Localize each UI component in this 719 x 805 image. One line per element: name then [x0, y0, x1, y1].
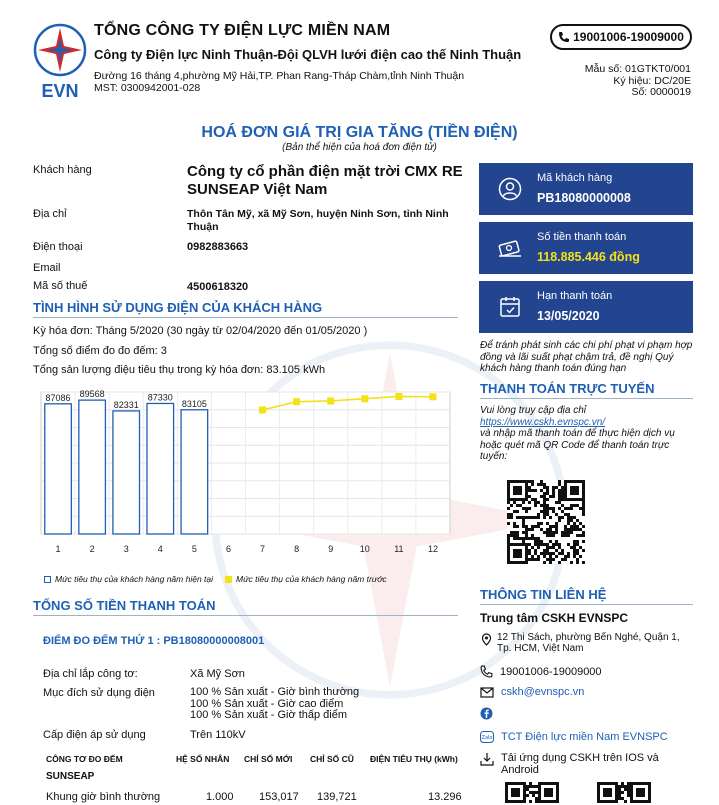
x-tick-label: 3	[123, 544, 129, 554]
purpose-peak: 100 % Sản xuất - Giờ cao điểm	[190, 697, 344, 710]
contact-email: cskh@evnspc.vn	[501, 686, 585, 698]
customer-tax-label: Mã số thuế	[33, 280, 88, 292]
svg-text:Zalo: Zalo	[481, 735, 493, 741]
contact-address: 12 Thi Sách, phường Bến Nghé, Quận 1, Tp. HCM, Việt Nam	[497, 632, 680, 654]
phone-icon	[558, 31, 570, 43]
company-tax-code: MST: 0300942001-028	[94, 82, 201, 94]
online-intro: Vui lòng truy cập địa chỉ	[480, 405, 586, 416]
zalo-name: TCT Điện lực miền Nam EVNSPC	[501, 731, 668, 743]
amount-value: 118.885.446 đồng	[537, 250, 640, 264]
x-tick-label: 7	[260, 544, 266, 554]
online-link[interactable]: https://www.cskh.evnspc.vn/	[480, 416, 606, 428]
table-header-multiplier: HỆ SỐ NHÂN	[176, 754, 230, 764]
purpose-offpeak: 100 % Sản xuất - Giờ thấp điểm	[190, 709, 348, 721]
invoice-subtitle: (Bản thể hiện của hoá đơn điện tử)	[282, 142, 437, 153]
purpose-normal: 100 % Sản xuất - Giờ bình thường	[190, 686, 360, 698]
chart-bar	[113, 411, 140, 534]
app-download-text: Tải ứng dụng CSKH trên IOS và Android	[501, 752, 659, 776]
measuring-point: ĐIỂM ĐO ĐẾM THỨ 1 : PB18080000008001	[43, 635, 265, 647]
amount-panel	[479, 222, 693, 274]
ios-app-qr-code[interactable]	[505, 782, 561, 805]
table-row-old: 139,721	[317, 791, 357, 803]
download-icon	[480, 752, 494, 766]
chart-legend	[44, 574, 387, 584]
calendar-icon	[497, 295, 523, 319]
legend-current: Mức tiêu thụ của khách hàng năm hiện tại	[55, 574, 214, 584]
contact-email-row[interactable]	[480, 686, 584, 698]
due-date-panel	[479, 281, 693, 333]
install-value: Xã Mỹ Sơn	[190, 668, 245, 680]
bar-data-label: 87330	[147, 392, 173, 403]
chart-bar	[181, 410, 208, 534]
online-divider	[480, 398, 693, 399]
usage-heading: TÌNH HÌNH SỬ DỤNG ĐIỆN CỦA KHÁCH HÀNG	[33, 300, 323, 315]
x-tick-label: 9	[328, 544, 334, 554]
previous-year-point	[429, 393, 436, 400]
x-tick-label: 5	[191, 544, 197, 554]
usage-chart	[33, 380, 458, 560]
customer-name-label: Khách hàng	[33, 164, 92, 176]
payment-qr-code[interactable]	[507, 480, 585, 564]
contact-divider	[480, 604, 693, 605]
invoice-symbol: Ký hiệu: DC/20E	[613, 74, 691, 87]
hotline-number: 19001006-19009000	[573, 30, 684, 44]
money-icon	[497, 236, 523, 260]
online-payment-heading: THANH TOÁN TRỰC TUYẾN	[480, 381, 655, 396]
location-icon	[480, 633, 493, 646]
chart-bar	[45, 404, 72, 534]
table-header-meter: CÔNG TƠ ĐO ĐẾM	[46, 754, 123, 764]
facebook-row[interactable]	[480, 707, 493, 723]
previous-year-point	[327, 397, 334, 404]
previous-year-point	[395, 393, 402, 400]
invoice-form-info	[585, 64, 691, 99]
evn-star-icon	[32, 22, 88, 78]
chart-bar	[147, 403, 174, 534]
table-header-new: CHỈ SỐ MỚI	[244, 754, 293, 764]
customer-tax: 4500618320	[187, 281, 249, 293]
usage-period: Kỳ hóa đơn: Tháng 5/2020 (30 ngày từ 02/04/2020 đến 01/05/2020 )	[33, 325, 368, 337]
purpose-values	[190, 687, 359, 722]
install-label: Địa chỉ lắp công tơ:	[43, 668, 138, 680]
x-tick-label: 6	[225, 544, 231, 554]
x-tick-label: 8	[294, 544, 300, 554]
legend-swatch-previous	[225, 576, 232, 583]
contact-center: Trung tâm CSKH EVNSPC	[480, 611, 629, 625]
table-row-new: 153,017	[259, 791, 299, 803]
table-row-consumption: 13.296	[428, 791, 462, 803]
payment-heading: TỔNG SỐ TIỀN THANH TOÁN	[33, 598, 216, 613]
customer-name: Công ty cổ phần điện mặt trời CMX RE SUNSEAP Việt Nam	[187, 163, 463, 198]
previous-year-point	[293, 398, 300, 405]
x-tick-label: 4	[157, 544, 163, 554]
x-tick-label: 12	[427, 544, 438, 554]
due-date-label: Hạn thanh toán	[537, 290, 613, 302]
due-date: 13/05/2020	[537, 309, 600, 323]
x-tick-label: 11	[394, 544, 404, 554]
invoice-title: HOÁ ĐƠN GIÁ TRỊ GIA TĂNG (TIỀN ĐIỆN)	[201, 124, 518, 141]
bar-data-label: 89568	[79, 389, 105, 400]
usage-total: Tổng sản lượng điệu tiêu thụ trong kỳ hóa đơn: 83.105 kWh	[33, 364, 326, 376]
phone-icon	[480, 665, 493, 678]
late-payment-note: Để tránh phát sinh các chi phí phạt vi phạm hợp đồng và lãi suất phạt chậm trả, đề nghị Quý khách hàng thanh toán đúng hạn	[480, 340, 693, 374]
invoice-number: Số: 0000019	[631, 86, 691, 98]
app-download-row[interactable]	[480, 752, 695, 776]
customer-phone: 0982883663	[187, 241, 249, 253]
customer-email-label: Email	[33, 262, 61, 274]
customer-code-panel	[479, 163, 693, 215]
bar-data-label: 82331	[113, 399, 139, 410]
table-header-consumption: ĐIỆN TIÊU THỤ (kWh)	[370, 754, 458, 764]
x-tick-label: 2	[89, 544, 95, 554]
customer-code-label: Mã khách hàng	[537, 172, 613, 184]
legend-previous: Mức tiêu thụ của khách hàng năm trước	[236, 574, 387, 584]
facebook-icon	[480, 707, 493, 720]
company-address-block	[94, 70, 464, 94]
hotline-badge[interactable]	[550, 24, 692, 50]
form-number: Mẫu số: 01GTKT0/001	[584, 63, 691, 75]
contact-heading: THÔNG TIN LIÊN HỆ	[480, 587, 607, 602]
x-tick-label: 10	[359, 544, 370, 554]
zalo-icon	[480, 731, 494, 743]
zalo-row[interactable]	[480, 731, 668, 743]
voltage-value: Trên 110kV	[190, 729, 246, 741]
android-app-qr-code[interactable]	[597, 782, 653, 805]
bar-data-label: 83105	[181, 398, 207, 409]
branch-name: Công ty Điện lực Ninh Thuận-Đội QLVH lưới điện cao thế Ninh Thuận	[94, 47, 522, 62]
table-header-old: CHỈ SỐ CŨ	[310, 754, 354, 764]
evn-logo-text: EVN	[41, 81, 79, 101]
customer-address: Thôn Tân Mỹ, xã Mỹ Sơn, huyện Ninh Sơn, tỉnh Ninh Thuận	[187, 208, 449, 233]
evn-logo	[32, 22, 88, 100]
user-icon	[497, 177, 523, 201]
contact-address-row	[480, 632, 695, 654]
chart-bar	[79, 400, 106, 534]
usage-divider	[33, 317, 458, 318]
legend-swatch-current	[44, 576, 51, 583]
table-row-label: Khung giờ bình thường	[46, 791, 161, 803]
amount-label: Số tiền thanh toán	[537, 231, 627, 243]
contact-phone-row[interactable]	[480, 665, 602, 678]
bar-data-label: 87086	[45, 392, 71, 403]
contact-phone: 19001006-19009000	[500, 665, 602, 678]
x-tick-label: 1	[55, 544, 61, 554]
customer-code: PB18080000008	[537, 191, 631, 205]
online-payment-text	[480, 405, 695, 463]
company-name: TỔNG CÔNG TY ĐIỆN LỰC MIỀN NAM	[94, 22, 391, 39]
table-row-multiplier: 1.000	[206, 791, 234, 803]
previous-year-point	[259, 406, 266, 413]
company-address: Đường 16 tháng 4,phường Mỹ Hải,TP. Phan Rang-Tháp Chàm,tỉnh Ninh Thuận	[94, 70, 465, 82]
voltage-label: Cấp điện áp sử dụng	[43, 729, 146, 741]
customer-address-label: Địa chỉ	[33, 208, 67, 220]
customer-phone-label: Điện thoại	[33, 241, 83, 253]
previous-year-point	[361, 395, 368, 402]
usage-meters: Tổng số điểm đo đo đếm: 3	[33, 345, 167, 357]
email-icon	[480, 687, 494, 698]
online-instructions: và nhập mã thanh toán để thực hiện dịch vụ hoặc quét mã QR Code để thanh toán trực tuyến:	[480, 428, 675, 462]
table-group: SUNSEAP	[46, 771, 95, 782]
payment-divider	[33, 615, 458, 616]
purpose-label: Mục đích sử dụng điện	[43, 687, 155, 699]
